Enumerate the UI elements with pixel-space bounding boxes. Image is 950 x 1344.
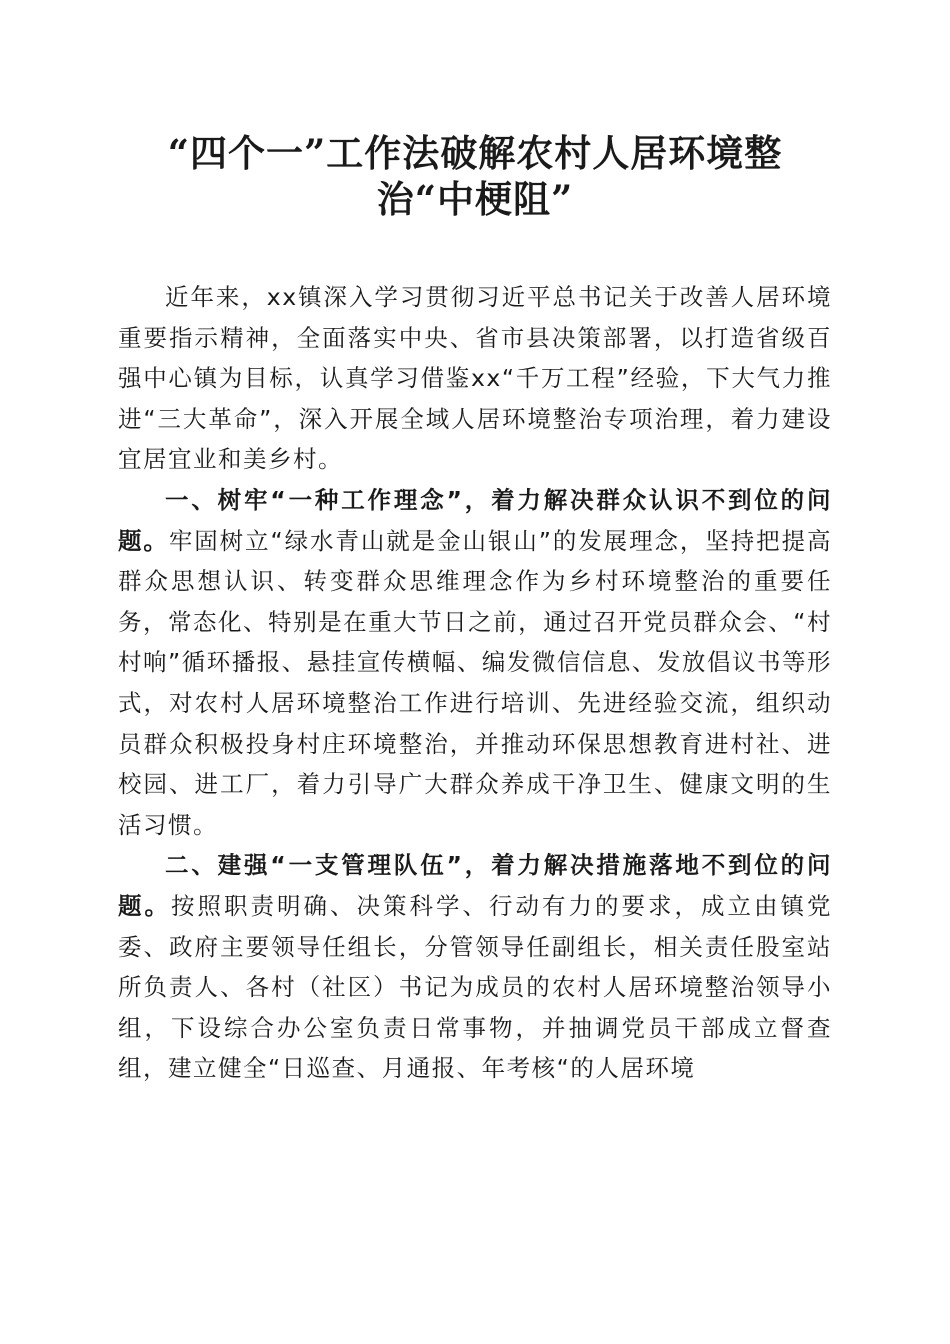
- paragraph-text: 近年来，xx镇深入学习贯彻习近平总书记关于改善人居环境重要指示精神，全面落实中央、省市县决策部署，以打造省级百强中心镇为目标，认真学习借鉴xx“千万工程”经验，下大气力推进“三大革命”，深入开展全域人居环境整治专项治理，着力建设宜居宜业和美乡村。: [118, 283, 832, 474]
- paragraph-lead: 一、树牢“一种工作理念”，着力解决群众认识不到位的问题。: [118, 485, 832, 555]
- paragraph-section-2: [118, 845, 832, 1089]
- paragraph-text: 按照职责明确、决策科学、行动有力的要求，成立由镇党委、政府主要领导任组长，分管领导任副组长，相关责任股室站所负责人、各村（社区）书记为成员的农村人居环境整治领导小组，下设综合办公室负责日常事物，并抽调党员干部成立督查组，建立健全“日巡查、月通报、年考核“的人居环境: [118, 891, 832, 1083]
- paragraph-section-1: [118, 480, 832, 845]
- paragraph-text: 牢固树立“绿水青山就是金山银山”的发展理念，坚持把提高群众思想认识、转变群众思维理念作为乡村环境整治的重要任务，常态化、特别是在重大节日之前，通过召开党员群众会、“村村响”循环播报、悬挂宣传横幅、编发微信信息、发放倡议书等形式，对农村人居环境整治工作进行培训、先进经验交流，组织动员群众积极投身村庄环境整治，并推动环保思想教育进村社、进校园、进工厂，着力引导广大群众养成干净卫生、健康文明的生活习惯。: [118, 526, 833, 839]
- document-title: “四个一”工作法破解农村人居环境整治“中梗阻”: [167, 131, 783, 221]
- document-body: [118, 277, 832, 1089]
- paragraph-lead: 二、建强“一支管理队伍”，着力解决措施落地不到位的问题。: [118, 851, 832, 920]
- paragraph-intro: [118, 277, 832, 480]
